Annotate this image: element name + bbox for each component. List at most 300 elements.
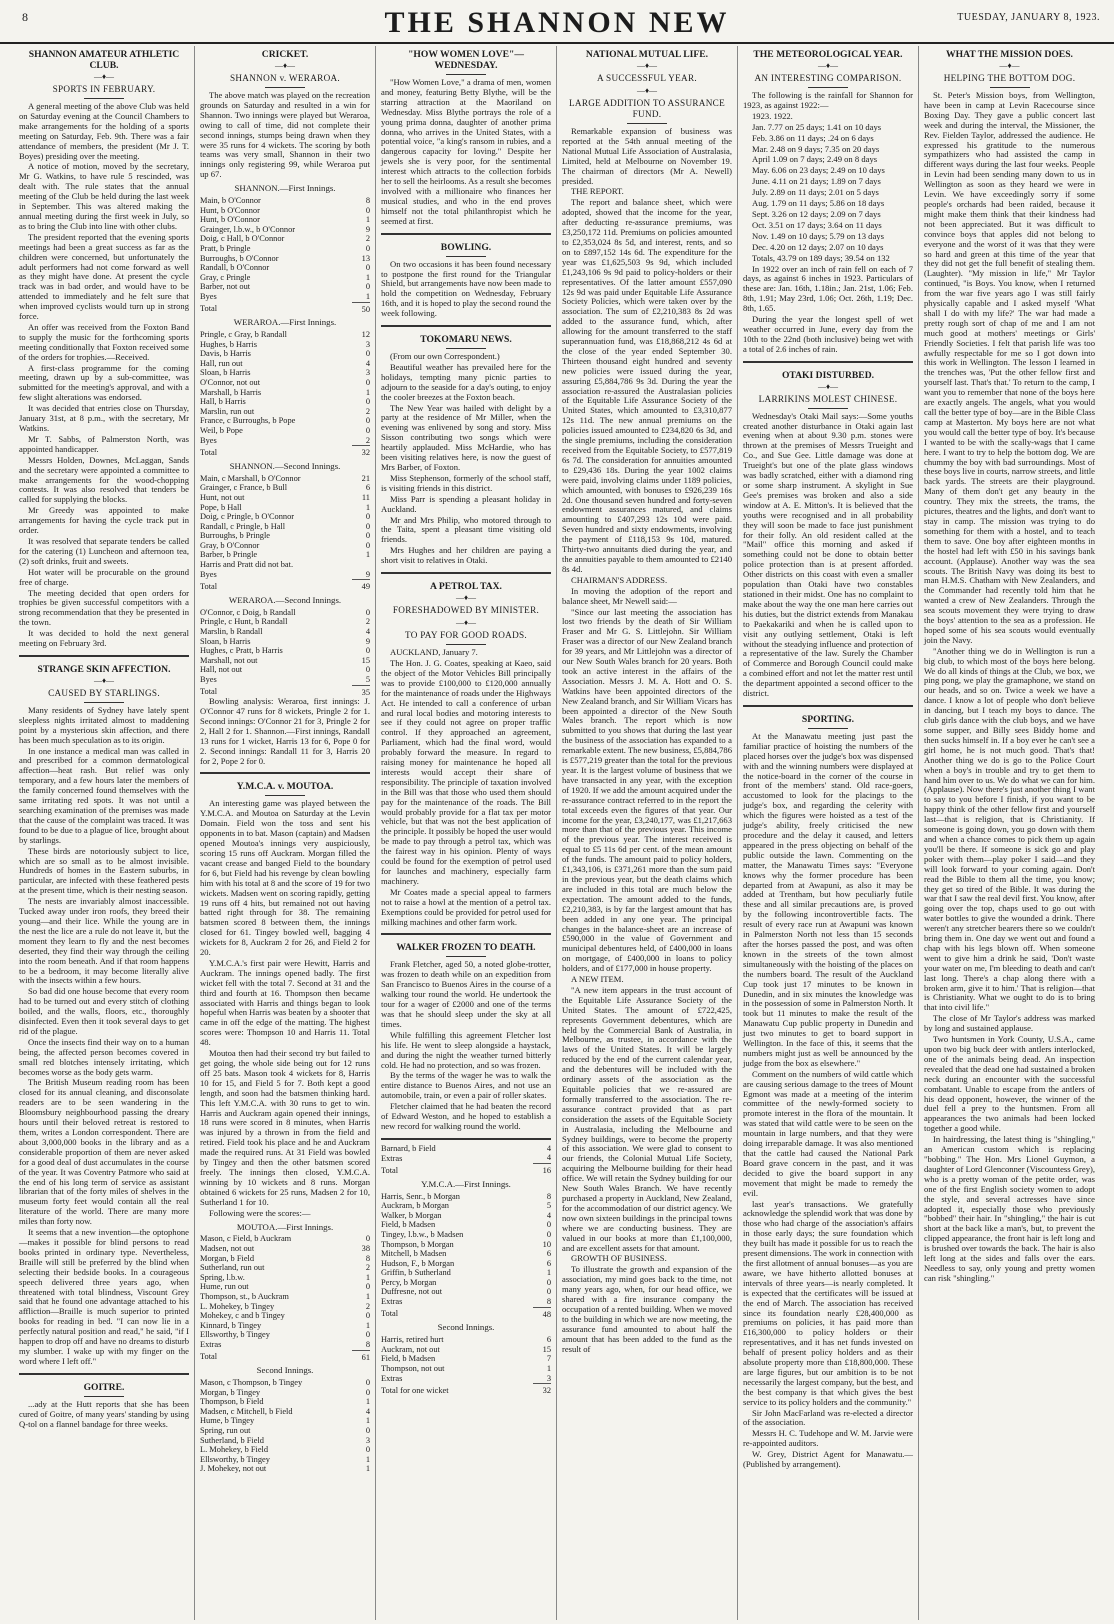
article-headline: WALKER FROZEN TO DEATH. (396, 942, 536, 954)
scorecard-total-row (200, 580, 370, 592)
runs-value: 1 (365, 1272, 370, 1282)
scorecard-row (381, 1335, 551, 1345)
batsman-entry: Mason, c Field, b Auckram (200, 1234, 292, 1244)
total-value: 16 (533, 1164, 551, 1176)
batsman-entry: Auckram, b Morgan (381, 1201, 449, 1211)
rule-divider (265, 795, 305, 796)
divider-ornament: —♦— (93, 675, 115, 685)
scorecard-row (200, 273, 370, 283)
article (381, 933, 551, 1131)
runs-value: 0 (365, 607, 370, 617)
runs-value: 0 (365, 512, 370, 522)
batsman-entry: Main, c Marshall, b O'Connor (200, 473, 301, 483)
rule-divider (446, 348, 486, 349)
runs-value: 8 (546, 1191, 551, 1201)
scorecard-row (200, 263, 370, 273)
scorecard-title: Second Innings. (437, 1322, 495, 1333)
scorecard-row (200, 1234, 370, 1244)
scorecard-row (200, 1378, 370, 1388)
scorecard-row (381, 1249, 551, 1259)
article-paragraph: Wednesday's Otaki Mail says:—Some youths created another disturbance in Otaki again last evening when at about 9.30 p.m. stones were thrown at the premises of Messrs Trueight and Co., and Sue Gee. Little damage was done at Trueight's but one of the plate glass windows was badly scratched, either with a diamond ring or some sharp instrument. A skylight in Sue Gee's premises was broken and also a side window at A. E. Mitton's. It is believed that the youths were recognised and in all probability they will soon be made to face just punishment for their folly. An old resident called at the "Mail" office this morning and asked if something could not be done to obtain better police protection than is at present afforded. Other districts on this coast with even a smaller population than Otaki have two constables stationed in their midst. One has no complaint to make about the way the one man here carries out his duties, but the district extends from Manakau to Paekakariki and when he is called upon to visit any outlying settlement, Otaki is left without the steadying influence and protection of a representative of the law. Surely the Chamber of Commerce and Borough Council could make a combined effort and not let the matter rest until the department appointed a second officer to the district. (743, 410, 913, 699)
article-paragraph: Mr and Mrs Philip, who motored through to the Taita, spent a pleasant time visiting old friends. (381, 514, 551, 545)
batsman-entry: Randall, b O'Connor (200, 263, 270, 273)
scorecard-row (200, 416, 370, 426)
scorecard-row (200, 503, 370, 513)
column-1 (14, 46, 195, 1620)
article-headline: TOKOMARU NEWS. (420, 334, 512, 346)
scorecard-row (381, 1144, 551, 1154)
article-paragraph: In moving the adoption of the report and balance sheet, Mr Newell said:— (562, 585, 732, 606)
article-subheading: A SUCCESSFUL YEAR. (597, 73, 697, 83)
batsman-entry: Hughes, b Harris (200, 339, 257, 349)
rule-divider (446, 256, 486, 257)
scorecard-total-row (381, 1307, 551, 1319)
runs-value: 2 (365, 1301, 370, 1311)
article-paragraph: St. Peter's Mission boys, from Wellington, have been in camp at Levin Racecourse since Boxing Day. They gave a public concert last week and during the interval, the Missioner, the Rev. Fielden Taylor, addressed the audience. He expressed his gratitude to the numerous sympathizers who had assisted the camp in different ways during the last four weeks. People in Levin had been sending many down to us in Wellington as soon as they heard we were in Levin. We have exceedingly sorry if some people's orchards had been raided, because it might make them think that their kindness had not been appreciated. But it was difficult to convince boys that apples did not belong to everyone and the worst of it was that they were so hard and green at this time of the year that they did not get the full benefit of stealing them. (Laughter). "My mission in life," Mr Taylor continued, "is Boys. You know, when I returned from the war five years ago I was still fairly physically capable and I asked myself 'What shall I do with my life?' The war had made a pretty rough sort of chap of me and I am not much good at mothers' meetings or Girls' Friendly Societies. I felt that parish life was too awfully respectable for me so I got down into this work in Wellington. The lesson I learned in the trenches was, 'Put the other fellow first and yourself last. That's that.' To return to the camp, I want you to remember that none of the boys here are exactly angels. The angels, what you would call the better type of boy—are in the Bible Class camp at Masterton. My boys here are not what you would call the better type of boy. It's because I wanted to be with the scally-wags that I came here. I want to try to help the bottom dog. We are chummy the boy with bad surroundings. Most of these boys live in courts, narrow streets, and little back yards. The streets are their playground. Many of them don't get any beauty in the country. They mix the streets, the trams, the pictures, theatres and the lights, and don't want to stay in camp. The mission was trying to do something for them with a hostel, and to teach them to save. One boy after eighteen months in the hostel had left with £50 in his savings bank account. (Applause). Another way was the sea scouts. The British Navy was doing its best to man H.M.S. Chatham with New Zealanders, and the Commander had recently told him that he wanted a crew of New Zealanders. Through the sea scouts movement they were trying to draw the boys' attention to the sea as a profession. He hoped some of his sea scouts would eventually join the Navy. (924, 90, 1095, 645)
batsman-entry: Gray, c Pringle (200, 272, 251, 282)
runs-value: 0 (365, 1445, 370, 1455)
scorecard-title: MOUTOA.—First Innings. (236, 1221, 334, 1232)
runs-value: 4 (365, 626, 370, 636)
scorecard-row (381, 1220, 551, 1230)
article-paragraph: Comment on the numbers of wild cattle which are causing serious damage to the trees of Mount Egmont was made at a meeting of the interim committee of the newly-formed society to promote interest in the flora of the mountain. It was stated that wild cattle were to be seen on the mountain in large numbers, and that they were doing irreparable damage. It was also mentioned that the cattle had caused the National Park Board grave concern in the past, and it was decided to give the board support in any movement that might be made to remedy the evil. (743, 1068, 913, 1198)
batsman-entry: Burroughs, b O'Connor (200, 253, 279, 263)
batsman-entry: Doig, c Pringle, b O'Connor (200, 512, 295, 522)
scorecard-total-row (381, 1164, 551, 1176)
total-label: Total (381, 1309, 399, 1319)
article-paragraph: The Hon. J. G. Coates, speaking at Kaeo, said the object of the Motor Vehicles Bill principally was to provide £100,000 to £120,000 annually for the maintenance of roads under the Highways Act. He intended to call a conference of urban and rural local bodies and motoring interests to see if they could not agree on proper traffic control. If they approached an agreement, Parliament, which had the final word, would probably forward the measure. In regard to raising money for maintenance he hoped all interests would accept their share of responsibility. The principle of taxation involved in the Bill was that those who used them should pay for the maintenance of the roads. The Bill would probably provide for a flat tax per motor vehicle, but that was not the best application of the principle. It possibly be hoped the user would be made to pay through a petrol tax, which was the fairest way in his opinion. Plenty of ways could be found for the exemption of petrol used for launches and machinery, especially farm machinery. (381, 657, 551, 886)
scorecard-row (200, 512, 370, 522)
article-paragraph: (From our own Correspondent.) (390, 351, 500, 362)
scorecard-row (200, 244, 370, 254)
article-paragraph: By the terms of the wager he was to walk the entire distance to Buenos Aires, and not use an automobile, train, or even a pair of roller skates. (381, 1070, 551, 1101)
scorecard-row (200, 359, 370, 369)
scorecard-row (200, 1302, 370, 1312)
article-paragraph: In one instance a medical man was called in and prescribed for a common dermatological affection—heat rash. But relief was only temporary, and a few hours later the members of the family concerned found themselves with the same irritating red spots. It was not until a searching examination of the premises was made that the cause of the complaint was traced. It was found to be due to a plague of lice, brought about by starlings. (19, 745, 189, 845)
scorecard-total-row (200, 446, 370, 458)
batsman-entry: Harris, retired hurt (381, 1335, 444, 1345)
scorecard-row (200, 550, 370, 560)
batsman-entry: Marshall, b Harris (200, 387, 262, 397)
batsman-entry: L. Mohekey, b Tingey (200, 1301, 275, 1311)
article-paragraph: To illustrate the growth and expansion of the association, my mind goes back to the time, not many years ago, when, for our head office, we shared with a fire insurance company the occupation of a rented building. When we moved to the building in which we are now meeting, the assurance fund amounted to about half the amount that has been added to the fund as the result of (562, 1264, 732, 1354)
runs-value: 8 (365, 1339, 370, 1349)
article-headline: "HOW WOMEN LOVE"—WEDNESDAY. (408, 49, 524, 71)
scorecard-row (200, 656, 370, 666)
batsman-entry: Sutherland, run out (200, 1263, 265, 1273)
scorecard-row (200, 1445, 370, 1455)
batsman-entry: Extras (200, 1340, 222, 1350)
divider-ornament: —♦— (455, 618, 477, 628)
article-paragraph: The nests are invariably almost inaccessible. Tucked away under iron roofs, they breed their young—and their lice. While the young are in the nest the lice are a rule do not leave it, but the moment they learn to fly and the nest becomes deserted, they find their way through the ceiling into the room beneath. And if that room happens to be a bedroom, it may become literally alive with the insects within a few hours. (19, 896, 189, 986)
column-5 (738, 46, 919, 1620)
batsman-entry: Main, b O'Connor (200, 196, 261, 206)
runs-value: 1 (365, 1464, 370, 1474)
batsman-entry: Hall, b Harris (200, 397, 246, 407)
scorecard-row (381, 1364, 551, 1374)
article-headline: A PETROL TAX. (430, 581, 502, 593)
batsman-entry: Morgan, b Field (200, 1253, 255, 1263)
divider-ornament: —♦— (636, 86, 658, 95)
runs-value (352, 560, 370, 570)
article-paragraph: Y.M.C.A.'s first pair were Hewitt, Harris and Auckram. The innings opened badly. The first wicket fell with the total 7. Second at 31 and the third and fourth at 16. Thompson then became associated with Harris and things began to look hopeful when Harris was beaten by a shooter that came in off the edge of the matting. The highest scores were: Thompson 10 and Harris 11. Total 48. (200, 957, 370, 1048)
runs-value: 0 (546, 1277, 551, 1287)
runs-value: 1 (365, 1291, 370, 1301)
total-label: Total for one wicket (381, 1385, 449, 1395)
batsman-entry: Marslin, b Randall (200, 626, 263, 636)
runs-value: 11 (361, 492, 370, 502)
scorecard-row (381, 1230, 551, 1240)
article-paragraph: A general meeting of the above Club was held on Saturday evening at the Council Chambers to make arrangements for the holding of a sports meeting on Saturday, Feb. 9th. There was a fair attendance of members, the president (Mr J. T. Boyes) presiding over the meeting. (19, 101, 189, 161)
article-paragraph: ...ady at the Hutt reports that she has been cured of Goitre, of many years' standing by using Q-tol on a flannel bandage for three weeks. (19, 1398, 189, 1429)
article (381, 233, 551, 319)
column-6 (919, 46, 1100, 1620)
scorecard-row (200, 474, 370, 484)
runs-value: 1 (365, 292, 370, 301)
article-paragraph: W. Grey, District Agent for Manawatu.—(Published by arrangement). (743, 1449, 913, 1470)
batsman-entry: Sloan, b Harris (200, 636, 251, 646)
article-paragraph: It was decided that entries close on Thursday, January 31st, at 8 p.m., with the secretary, Mr Watkins. (19, 403, 189, 433)
batsman-entry: France, c Burroughs, b Pope (200, 416, 296, 426)
article (19, 655, 189, 1367)
masthead (0, 0, 1114, 44)
article (381, 325, 551, 566)
batsman-entry: Pope, b Hall (200, 502, 242, 512)
runs-value: 15 (542, 1344, 551, 1354)
article (743, 705, 913, 1470)
article-subheading: SHANNON v. WERAROA. (229, 73, 341, 83)
runs-value: 2 (365, 1263, 370, 1273)
runs-value: 2 (365, 234, 370, 244)
article-paragraph: May. 6.06 on 23 days; 2.49 on 10 days (752, 165, 885, 176)
total-value: 61 (352, 1350, 370, 1362)
batsman-entry: Harris, Senr., b Morgan (381, 1191, 460, 1201)
batsman-entry: Ellsworthy, b Tingey (200, 1454, 270, 1464)
scorecard-row (200, 388, 370, 398)
runs-value: 0 (365, 378, 370, 388)
scorecard-row (200, 627, 370, 637)
article-paragraph: Dec. 4.20 on 12 days; 2.07 on 10 days (752, 241, 884, 252)
scorecard (200, 1234, 370, 1362)
scorecard-row (200, 541, 370, 551)
batsman-entry: Hudson, F., b Morgan (381, 1258, 455, 1268)
batsman-entry: Morgan, b Tingey (200, 1387, 261, 1397)
runs-value: 1 (365, 1320, 370, 1330)
runs-value: 15 (361, 655, 370, 665)
scorecard-row (381, 1278, 551, 1288)
scorecard (200, 330, 370, 458)
article (19, 49, 189, 649)
batsman-entry: Hall, not out (200, 665, 243, 675)
article-paragraph: These birds are notoriously subject to lice, which are so small as to be almost invisible. Hundreds of homes in the Eastern suburbs, in particular, are infected with these feathered pests at the present time, which is their nesting season. (19, 845, 189, 896)
divider-ornament: —♦— (274, 61, 296, 70)
article-headline: THE METEOROLOGICAL YEAR. (753, 49, 903, 60)
batsman-entry: Griffin, b Sutherland (381, 1268, 451, 1278)
runs-value: 3 (365, 1435, 370, 1445)
article-paragraph: The British Museum reading room has been closed for its annual cleaning, and disconsolate readers are to be seen wandering in the Bloomsbury neighbourhood passing the dreary hours until their beloved retreat is restored to them, writes a London correspondent. There are about 3,000,000 books in the library and as a considerable proportion of them are never asked for a good deal of dust accumulates in the course of the year. It was Coventry Patmore who said at the end of his long term of service as assistant librarian that of the forty miles of shelves in the museum forty feet would contain all the real literature of the world. There are many more miles than forty now. (19, 1077, 189, 1227)
runs-value: 0 (365, 1311, 370, 1321)
article-headline: WHAT THE MISSION DOES. (946, 49, 1073, 60)
article-subheading: AN INTERESTING COMPARISON. (754, 73, 902, 83)
divider-ornament: —♦— (817, 61, 839, 70)
scorecard (381, 1192, 551, 1320)
total-label: Total (200, 304, 218, 314)
runs-value: 12 (361, 330, 370, 340)
divider-ornament: —♦— (817, 381, 839, 391)
runs-value: 1 (546, 1363, 551, 1373)
runs-value: 0 (546, 1229, 551, 1239)
scorecard (381, 1335, 551, 1396)
runs-value: 7 (546, 1354, 551, 1364)
scorecard-row (200, 1244, 370, 1254)
article-paragraph: Following were the scores:— (209, 1207, 311, 1218)
scorecard-row (200, 282, 370, 292)
total-value: 49 (352, 580, 370, 592)
scorecard-title: SHANNON.—First Innings. (234, 183, 336, 194)
rule-divider (808, 87, 848, 88)
batsman-entry: Thompson, b Field (200, 1397, 264, 1407)
scorecard-row (200, 225, 370, 235)
scorecard-row (381, 1211, 551, 1221)
scorecard-total-row (381, 1384, 551, 1396)
batsman-entry: Weil, b Pope (200, 426, 243, 436)
article-subheading: LARGE ADDITION TO ASSURANCE FUND. (568, 98, 726, 119)
batsman-entry: Mason, c Thompson, b Tingey (200, 1378, 303, 1388)
scorecard-row (200, 234, 370, 244)
batsman-entry: Hume, run out (200, 1282, 249, 1292)
article-paragraph: The president reported that the evening sports meetings had been a great success as far as the children were concerned, but unfortunately the adult performers had not come forward as well as they might have done. At present the cycle track was in bad order, and would have to be attended to immediately and he felt sure that when improved cyclists would turn up in strong force. (19, 231, 189, 322)
runs-value: 0 (365, 263, 370, 273)
batsman-entry: Grainger, c France, b Bull (200, 483, 288, 493)
column-2 (195, 46, 376, 1620)
batsman-entry: Marslin, run out (200, 406, 255, 416)
article-headline: NATIONAL MUTUAL LIFE. (585, 49, 709, 60)
article-paragraph: last year's transactions. We gratefully acknowledge the splendid work that was done by those who had charge of the association's affairs in those early days; the sure foundation which they built has made it possible for us to reach the present dimensions. The work in connection with the first allotment of annual bonuses—as you are aware, we have hitherto allotted bonuses at intervals of three years—is nearly completed. It is expected that the certificates will be issued at the end of March. The association has received since its foundation nearly £28,400,000 as premiums on policies, it has paid more than £16,300,000 to policy holders or their representatives, and it has net funds invested on behalf of present policy holders and as their absolute property more than £18,800,000. These are large figures, but our ambition is to be not necessarily the largest company, but the best, and the best company is that which gives the best service to its policy holders and the community." (743, 1198, 913, 1407)
article-paragraph: A NEW ITEM. (571, 974, 624, 985)
scorecard-row (200, 1426, 370, 1436)
scorecard-row (381, 1374, 551, 1384)
batsman-entry: Ellsworthy, b Tingey (200, 1330, 270, 1340)
scorecard-row (200, 215, 370, 225)
article (562, 49, 732, 1354)
article-headline: STRANGE SKIN AFFECTION. (37, 663, 171, 675)
batsman-entry: Auckram, not out (381, 1344, 440, 1354)
batsman-entry: Mohekey, c and b Tingey (200, 1311, 285, 1321)
scorecard-row (200, 426, 370, 436)
runs-value: 10 (542, 1239, 551, 1249)
scorecard-row (200, 1436, 370, 1446)
batsman-entry: Grainger, l.b.w., b O'Connor (200, 224, 296, 234)
article-paragraph: Mr Greedy was appointed to make arrangements for having the cycle track put in order. (19, 505, 189, 536)
total-label: Total (381, 1165, 399, 1175)
scorecard-row (381, 1297, 551, 1307)
batsman-entry: O'Connor, c Doig, b Randall (200, 607, 296, 617)
scorecard (200, 1378, 370, 1474)
scorecard-row (381, 1201, 551, 1211)
rule-divider (84, 702, 124, 703)
runs-value: 38 (361, 1244, 370, 1253)
total-value: 32 (533, 1384, 551, 1396)
batsman-entry: Kinnard, b Tingey (200, 1320, 262, 1330)
scorecard-row (200, 407, 370, 417)
batsman-entry: Hume, b Tingey (200, 1416, 255, 1426)
article-paragraph: The above match was played on the recreation grounds on Saturday and resulted in a win for Shannon. Two innings were played but Weraroa, owing to call of time, did not complete their second innings, stumps being drawn when they were 35 runs for 4 wickets. The scoring by both teams was very small, Shannon in their two innings only registering 99, while Weraroa put up 67. (200, 90, 370, 180)
article-headline: BOWLING. (440, 241, 492, 253)
article-paragraph: Aug. 1.79 on 11 days; 5.86 on 18 days (752, 198, 885, 209)
scorecard-row (200, 1340, 370, 1350)
article-paragraph: In hairdressing, the latest thing is "shingling," an American custom which is replacing "bobbing." The Hon. Mrs Lionel Guymon, a daughter of Lord Glenconner (Viscountess Grey), who is a pretty woman of the petite order, was one of the first English society women to adopt the style, and several actresses have since adopted it, especially those who previously "bobbed" their hair. In "shingling," the hair is cut short at the back like a man's, but, to prevent the clipped appearance, the front hair is left long and is brushed over towards the back. The hair is also left long at the sides and falls over the ears. Needless to say, only young and pretty women can risk "shingling." (924, 1134, 1095, 1283)
scorecard (381, 1144, 551, 1176)
scorecard (200, 608, 370, 697)
runs-value: 0 (365, 1387, 370, 1397)
batsman-entry: Hughes, c Pratt, b Harris (200, 646, 283, 656)
runs-value: 3 (546, 1373, 551, 1383)
scorecard-row (200, 1282, 370, 1292)
scorecard-row (200, 349, 370, 359)
scorecard-row (200, 608, 370, 618)
scorecard-row (200, 397, 370, 407)
batsman-entry: Barnard, b Field (381, 1143, 436, 1153)
divider-ornament: —♦— (455, 593, 477, 603)
article-paragraph: The New Year was hailed with delight by a party at the residence of Mr Miller, when the evening was enlivened by song and story. Miss Sisson contributing two songs which were heartily applauded. Miss McHardie, who has been visiting relatives here, is now the guest of Mrs Barber, of Foxton. (381, 402, 551, 472)
batsman-entry: Pringle, c Gray, b Randall (200, 330, 287, 340)
article-paragraph: "How Women Love," a drama of men, women and money, featuring Betty Blythe, will be the starring attraction at the Maoriland on Wednesday. Miss Blythe portrays the role of a young prima donna, daughter of another prima donna, who arrives in the United States, with a potential voice, "a king's ransom in rubies, and a dangerous capacity for loving." Despite her jewels she is very poor, for the sentimental interest which attracts to the collection forbids her to sell the heirlooms. As a result she becomes involved with a millionaire who finances her musical studies, and who in the end proves himself not the total philanthropist which he seemed at first. (381, 77, 551, 226)
runs-value: 6 (546, 1335, 551, 1345)
runs-value: 0 (365, 416, 370, 426)
runs-value: 0 (365, 244, 370, 254)
batsman-entry: Davis, b Harris (200, 349, 251, 359)
runs-value: 0 (365, 349, 370, 359)
runs-value: 1 (365, 272, 370, 282)
batsman-entry: Byes (200, 675, 217, 685)
runs-value: 1 (365, 550, 370, 560)
article-paragraph: June. 4.11 on 21 days; 1.89 on 7 days (752, 176, 881, 187)
batsman-entry: Hunt, b O'Connor (200, 215, 260, 225)
batsman-entry: Madsen, not out (200, 1244, 255, 1253)
runs-value: 4 (546, 1143, 551, 1153)
article-paragraph: Totals, 43.79 on 189 days; 39.54 on 132 (752, 252, 890, 263)
scorecard-row (200, 617, 370, 627)
scorecard-row (381, 1240, 551, 1250)
scorecard-row (200, 665, 370, 675)
batsman-entry: Pratt, b Pringle (200, 244, 251, 254)
batsman-entry: Extras (381, 1153, 403, 1163)
runs-value: 4 (365, 1406, 370, 1416)
batsman-entry: Byes (200, 435, 217, 445)
article-paragraph: So bad did one house become that every room had to be turned out and every stitch of clothing boiled, and the walls, floors, etc., thoroughly disinfected. Even then it took several days to get rid of the plague. (19, 986, 189, 1036)
scorecard-row (200, 1273, 370, 1283)
divider-ornament: —♦— (636, 61, 658, 70)
article-paragraph: "A new item appears in the trust account of the Equitable Life Assurance Society of the United States. The amount of £722,425, represents Government debentures, which are held by the Commercial Bank of Australia, in Melbourne, as trustee, in accordance with the laws of the United States. It will be largely reduced by the end of the current calendar year, and the debentures will be included with the ordinary assets of the association as the Equitable policies that we re-assured are formally transferred to the association. The re-assurance contract provided that as part consideration the assets of the Equitable Society in Australasia, including the Melbourne and Sydney buildings, were to become the property of this association. We were glad to consent to our friends, the Colonial Mutual Life Society, acquiring the Melbourne building for their head office. We will retain the Sydney building for our New South Wales Branch. We have recently purchased a property in Auckland, New Zealand, for the accommodation of our district agency. We now own sixteen buildings in the principal towns where we are conducting business. They are valued in our books at more than £1,100,000, and are excellent assets for that amount. (562, 984, 732, 1253)
article-headline: GOITRE. (83, 1381, 125, 1393)
batsman-entry: Pringle, c Hunt, b Randall (200, 617, 288, 627)
article-paragraph: The following is the rainfall for Shannon for 1923, as against 1922:— (743, 90, 913, 110)
page-number: 8 (22, 10, 28, 24)
scorecard-row (200, 1455, 370, 1465)
scorecard-row (200, 1292, 370, 1302)
runs-value: 6 (365, 483, 370, 493)
scorecard-row (200, 254, 370, 264)
scorecard (200, 474, 370, 592)
runs-value: 9 (365, 224, 370, 234)
issue-date: TUESDAY, JANUARY 8, 1923. (957, 12, 1100, 23)
runs-value: 1 (546, 1268, 551, 1278)
batsman-entry: Sloan, b Harris (200, 368, 251, 378)
runs-value: 0 (365, 426, 370, 436)
article-paragraph: "Since our last meeting the association has lost two friends by the death of Sir William Fraser and Mr G. S. Littlejohn. Sir William Fraser was a director of our New Zealand branch for 39 years, and Mr Littlejohn was a director of our New South Wales branch for 20 years. Both took an active interest in the affairs of the Association. Messrs J. M. A. Hott and O. S. Watkins have been appointed directors of the New Zealand branch, and Sir William Vicars has been appointed a director of the New South Wales branch. The report which is now submitted to you shows that during the last year the business of the association has expanded to a remarkable extent. The new business, £5,884,786 is £577,219 greater than the total for the previous year. It is the largest volume of business that we have transacted in any year, with the exception of 1920. If we add the amount acquired under the re-assurance contract referred to in the report the total exceeds even the figures of that year. Our income for the year, £3,240,177, was £1,217,663 more than that of the previous year. This income of the previous year. The interest received is equal to £5 11s 6d per cent. of the mean amount of the funds. The amount paid to policy holders, £1,343,106, is £371,261 more than the sum paid in the previous year, but the death claims which are included in this total are much below the expectation. The amount added to the funds, £2,210,383, is by far the largest amount that has been added in any one year. The principal changes in the balance-sheet are an increase of £590,000 in the value of Government and municipal debentures held, of £400,000 in loans on mortgage, of £400,000 in loans to policy holders, and of £177,000 in house property. (562, 606, 733, 974)
article-paragraph: It was decided to hold the next general meeting on February 3rd. (19, 628, 189, 649)
article-paragraph: Messrs Holden, Downes, McLaggan, Sands and the secretary were appointed a committee to make arrangements for the wood-chopping contests. It was also resolved that tenders be called for supplying the blocks. (19, 454, 189, 505)
article-paragraph: April 1.09 on 7 days; 2.49 on 8 days (752, 154, 878, 165)
article-paragraph: CHAIRMAN'S ADDRESS. (571, 574, 668, 585)
article-subheading: FORESHADOWED BY MINISTER. (392, 605, 540, 616)
batsman-entry: Duffresne, not out (381, 1287, 443, 1297)
scorecard-row (200, 330, 370, 340)
scorecard-row (200, 292, 370, 302)
scorecard-row (381, 1259, 551, 1269)
rule-divider (84, 1396, 124, 1397)
runs-value: 0 (365, 397, 370, 407)
runs-value: 0 (365, 646, 370, 656)
batsman-entry: Field, b Madsen (381, 1354, 436, 1364)
scorecard-row (200, 570, 370, 580)
rule-divider (627, 123, 667, 124)
article-paragraph: "Another thing we do in Wellington is run a big club, to which most of the boys here belong. We do all kinds of things at the Club, we box, we ping pong, we play the gramaphone, we stand on our heads, and so on. Twice a week we have a dance. I know a lot of people who don't believe in dancing, but I teach my boys to dance. The club girls dance with the club boys, and we have some supper, and Billy sees Biddy home and then sucks himself in. If a boy ever he can't see a girl home, he is not much good. That's that! Another thing we do is go to the Police Court when a boy's in trouble and try to get them to hand him over to us. We do what we can for him. (Applause). Now there's just another thing I want to say to you before I finish, if you want to be happy think of the other fellow first and yourself last—that is religion, that is Christianity. If someone is going down, you go down with them and when a chance comes to pick them up again you'll be there. If someone is sick go and play poker with them—play poker I said—and they will look forward to your coming again. Don't read the Bible to them all the time, you know; they get so tired of the Bible. It was during the war that I saw the real devil first. You know, after going over the top, chaps used to go out with water bottles to give the wounded a drink. There weren't any stretcher bearers there so we couldn't bring them in. One day we went out and found a chap with his legs blown off. When someone went to give him a drink he said, 'Don't waste your water on me, I'm bleeding to death and can't last long. There's a chap along there with a broken arm, give it to him.' That is religion—that is Christianity. What we ought to do is to bring that into civil life." (924, 645, 1095, 1013)
batsman-entry: Thompson, not out (381, 1363, 445, 1373)
rule-divider (446, 644, 486, 645)
article-paragraph: A notice of motion, moved by the secretary, Mr G. Watkins, to have rule 5 rescinded, was dealt with. The rule states that the annual meeting of the Club be held during the last week in September. This was altered making the annual meeting during the first week in July, so as to bring the Club into line with other clubs. (19, 161, 189, 231)
batsman-entry: Gray, b O'Connor (200, 540, 260, 550)
scorecard-row (381, 1287, 551, 1297)
scorecard-row (381, 1153, 551, 1163)
runs-value: 4 (546, 1210, 551, 1220)
article-paragraph: THE REPORT. (571, 186, 624, 197)
runs-value: 5 (365, 674, 370, 684)
article-paragraph: Feb. 3.86 on 11 days; .24 on 6 days (752, 132, 874, 143)
runs-value: 2 (365, 406, 370, 416)
batsman-entry: Spring, l.b.w. (200, 1272, 245, 1282)
batsman-entry: Hunt, not out (200, 492, 245, 502)
scorecard-row (200, 522, 370, 532)
article-subheading: SPORTS IN FEBRUARY. (52, 84, 156, 94)
article-paragraph: Mr Coates made a special appeal to farmers not to raise a howl at the mention of a petrol tax. Exemptions could be provided for petrol used for milking machines and other farm work. (381, 886, 551, 927)
batsman-entry: Barber, b Pringle (200, 550, 258, 560)
article-paragraph: Nov. 1.49 on 10 days; 5.79 on 13 days (752, 230, 884, 241)
scorecard-row (200, 1464, 370, 1474)
runs-value: 1 (365, 1416, 370, 1426)
batsman-entry: Burroughs, b Pringle (200, 531, 271, 541)
scorecard-row (200, 368, 370, 378)
batsman-entry: Thompson, st., b Auckram (200, 1291, 289, 1301)
scorecard-row (381, 1268, 551, 1278)
article-paragraph: While fulfilling this agreement Fletcher lost his life. He went to sleep alongside a haystack, and during the night the weather turned bitterly cold. He had no protection, and so was frozen. (381, 1029, 551, 1070)
batsman-entry: Randall, c Pringle, b Hall (200, 521, 286, 531)
article (743, 361, 913, 699)
scorecard-row (200, 560, 370, 570)
article-paragraph: Beautiful weather has prevailed here for the holidays, tempting many picnic parties to adjourn to the seaside for a day's outing, to enjoy the cooler breezes at the Foxton beach. (381, 361, 551, 402)
runs-value: 2 (365, 435, 370, 445)
article-paragraph: Sir John MacFarland was re-elected a director of the association. (743, 1407, 913, 1428)
scorecard-row (381, 1345, 551, 1355)
scorecard-total-row (200, 302, 370, 314)
batsman-entry: Byes (200, 569, 217, 579)
article-paragraph: Mrs Hughes and her children are paying a short visit to relatives in Otaki. (381, 545, 551, 566)
scorecard-row (381, 1192, 551, 1202)
rule-divider (446, 956, 486, 957)
scorecard-total-row (200, 1350, 370, 1362)
article-paragraph: At the Manawatu meeting just past the familiar practice of hoisting the numbers of the placed horses over the judge's box was dispensed with and the winning numbers were displayed at the notice-board in the corner of the course in front of the members' stand. Old race-goers, accustomed to look for the placings to the judge's box, and regarding the celerity with which the figures were hoisted as a test of the judge's ability, freely criticised the new procedure and the delay it caused, and letters appeared in the press objecting on behalf of the public outside the lawn. Commenting on the matter, the Manawatu Times says: "Everyone knows why the former procedure has been departed from at Awapuni, as also it may be added at Trentham, but how peculiarly futile these and all similar precautions are, is proved by the following incontrovertible facts. The result of every race run at Awapuni was known in Palmerston North not less than 15 seconds after the horses passed the post, and was often known in the streets of the town almost simultaneously with the hoisting of the places on the numbers board. The result of the Auckland Cup took just 17 minutes to be known in Dunedin, and in six minutes the knowledge was in the possession of some in Palmerston North. It took but 11 minutes to make the result of the Manawatu Cup public property in Dunedin and just two minutes to get to board support in Wellington. In the face of this, it seems that the numbers might just as well be announced by the judge from the box as elsewhere." (743, 730, 913, 1068)
runs-value: 0 (365, 282, 370, 292)
